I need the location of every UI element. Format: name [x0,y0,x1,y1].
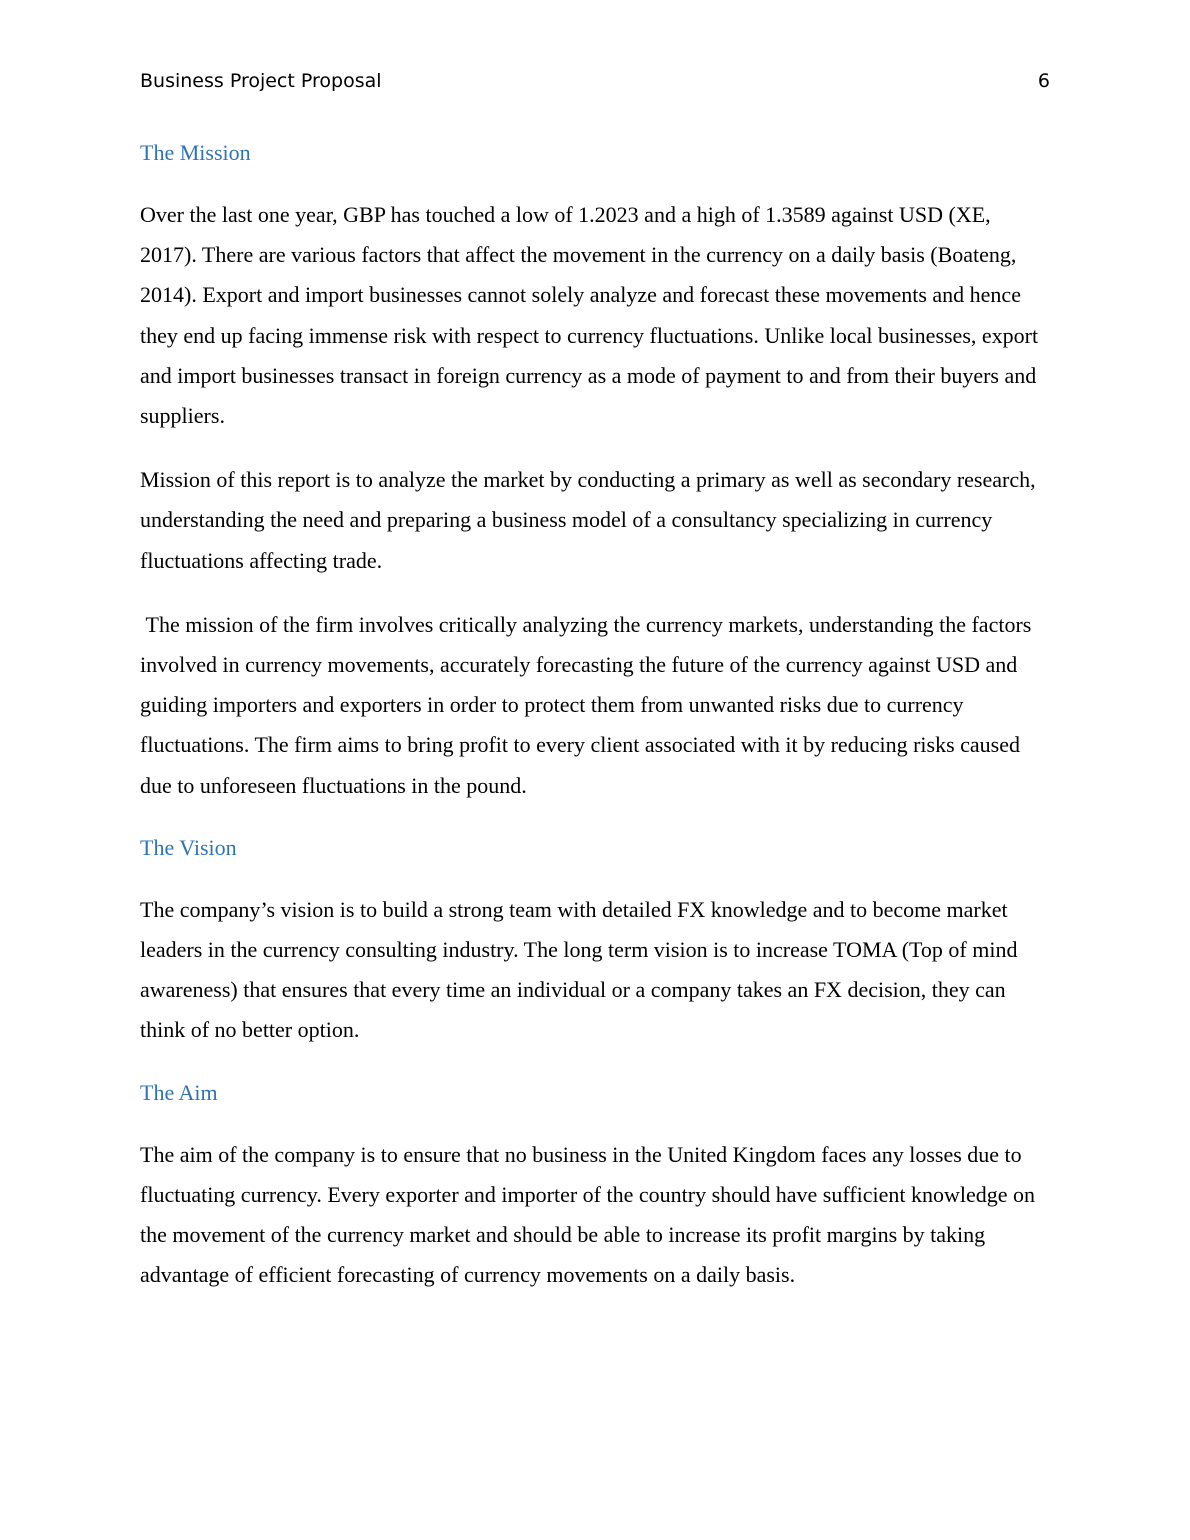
mission-paragraph-2: Mission of this report is to analyze the market by conducting a primary as well as secondary research, understanding the need and preparing a business model of a consultancy specializing in currency fluctuations affecting trade. [140,467,1036,573]
document-body [140,135,1050,1319]
aim-heading: The Aim [140,1079,218,1105]
mission-paragraph-3: The mission of the firm involves critically analyzing the currency markets, understanding the factors involved in currency movements, accurately forecasting the future of the currency against USD and guiding importers and exporters in order to protect them from unwanted risks due to currency fluctuations. The firm aims to bring profit to every client associated with it by reducing risks caused due to unforeseen fluctuations in the pound. [140,611,1037,798]
aim-section [140,1075,1050,1296]
mission-section [140,135,1050,806]
vision-paragraph: The company’s vision is to build a strong team with detailed FX knowledge and to become market leaders in the currency consulting industry. The long term vision is to increase TOMA (Top of mind awareness) that ensures that every time an individual or a company takes an FX decision, they can think of no better option. [140,896,1018,1043]
page-header [140,70,1050,98]
mission-paragraph-1: Over the last one year, GBP has touched a low of 1.2023 and a high of 1.3589 against USD (XE, 2017). There are various factors that affect the movement in the currency on a daily basis (Boateng, 2014). Export and import businesses cannot solely analyze and forecast these movements and hence they end up facing immense risk with respect to currency fluctuations. Unlike local businesses, export and import businesses transact in foreign currency as a mode of payment to and from their buyers and suppliers. [140,202,1039,429]
mission-heading: The Mission [140,140,251,165]
page-number: 6 [1037,70,1050,92]
vision-heading: The Vision [140,834,237,860]
header-title: Business Project Proposal [140,70,382,92]
vision-section [140,830,1050,1051]
aim-paragraph: The aim of the company is to ensure that no business in the United Kingdom faces any losses due to fluctuating currency. Every exporter and importer of the country should have sufficient knowledge on the movement of the currency market and should be able to increase its profit margins by taking advantage of efficient forecasting of currency movements on a daily basis. [140,1141,1035,1288]
